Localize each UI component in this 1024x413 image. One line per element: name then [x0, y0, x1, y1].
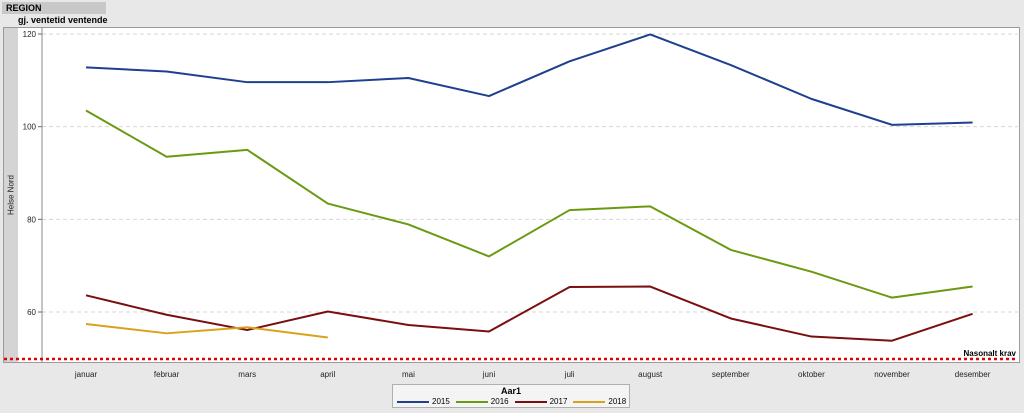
- x-tick-layer: [74, 370, 991, 379]
- legend-label: 2018: [608, 397, 627, 406]
- measure-label: gj. ventetid ventende: [18, 15, 108, 25]
- y-tick-layer: [23, 28, 42, 362]
- legend-item-2015[interactable]: [397, 397, 450, 406]
- y-axis-label: Helse Nord: [6, 174, 16, 216]
- legend-label: 2015: [432, 397, 450, 406]
- x-tick-label: november: [874, 370, 910, 379]
- x-tick-label: februar: [153, 370, 180, 379]
- legend-swatch: [515, 401, 547, 403]
- x-tick-label: mai: [401, 370, 415, 379]
- y-tick-label: 60: [27, 308, 36, 317]
- x-tick-label: mars: [238, 370, 257, 379]
- legend-item-2017[interactable]: [515, 397, 568, 406]
- x-tick-label: oktober: [798, 370, 825, 379]
- legend-swatch: [573, 401, 605, 403]
- legend-item-2018[interactable]: [573, 397, 626, 406]
- x-tick-label: september: [711, 370, 750, 379]
- y-tick-label: 120: [22, 30, 36, 39]
- region-tab[interactable]: REGION: [2, 2, 106, 14]
- legend-label: 2017: [549, 397, 568, 406]
- y-tick-label: 100: [22, 122, 36, 132]
- legend-title: Aar1: [500, 386, 521, 396]
- x-tick-label: august: [638, 370, 663, 379]
- legend-items: [397, 397, 626, 406]
- legend-label: 2016: [490, 397, 509, 406]
- x-tick-label: april: [320, 370, 336, 379]
- y-tick-label: 80: [27, 215, 36, 225]
- legend-swatch: [456, 401, 488, 403]
- x-tick-label: desember: [954, 370, 991, 379]
- reference-label: Nasonalt krav: [963, 349, 1016, 358]
- legend-swatch: [397, 401, 429, 403]
- x-tick-label: juli: [564, 370, 575, 379]
- legend-item-2016[interactable]: [456, 397, 509, 406]
- x-tick-label: januar: [74, 370, 98, 379]
- legend: [392, 384, 630, 408]
- x-tick-label: juni: [482, 370, 496, 379]
